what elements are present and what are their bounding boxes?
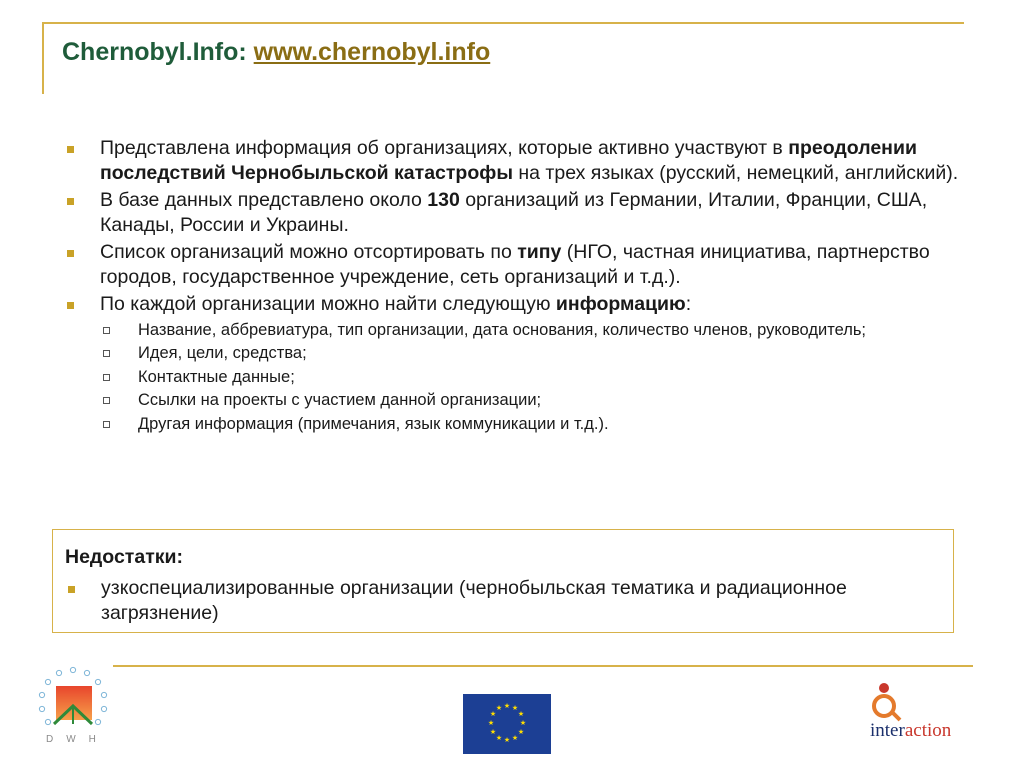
svg-text:★: ★ (511, 734, 519, 742)
square-bullet-icon (67, 250, 74, 257)
svg-text:★: ★ (495, 734, 503, 742)
square-bullet-icon (67, 198, 74, 205)
title-prefix: Chernobyl.Info: (62, 38, 254, 66)
sub-item: Контактные данные; (100, 368, 972, 388)
bullet-item: Представлена информация об организациях, которые активно участвуют в преодолении последствий Чернобыльской катастрофы на трех языках (русский, немецкий, английский). (62, 136, 972, 185)
svg-text:★: ★ (489, 710, 497, 718)
svg-text:★: ★ (511, 704, 519, 712)
hollow-square-bullet-icon (103, 421, 110, 428)
drawbacks-item: узкоспециализированные организации (чернобыльская тематика и радиационное загрязнение) (101, 577, 847, 624)
svg-text:★: ★ (517, 710, 525, 718)
bullet-item: По каждой организации можно найти следующую информацию: Название, аббревиатура, тип организации, дата основания, количество членов, руководитель; Идея, цели, средства; Контактные данные; Ссылки на проекты с участием данной организации; Другая информация (примечания, язык коммуникации и т.д.). (62, 292, 972, 434)
main-bullet-list (62, 136, 972, 438)
page-title (62, 38, 490, 67)
svg-text:★: ★ (519, 719, 527, 727)
svg-text:★: ★ (503, 702, 511, 710)
hollow-square-bullet-icon (103, 327, 110, 334)
square-bullet-icon (68, 586, 75, 593)
bullet-item: Список организаций можно отсортировать по типу (НГО, частная инициатива, партнерство городов, государственное учреждение, сеть организаций и т.д.). (62, 240, 972, 289)
dwh-label: DWH (46, 734, 109, 745)
footer-divider (113, 665, 973, 667)
svg-text:★: ★ (487, 719, 495, 727)
eu-flag-icon (463, 694, 551, 754)
square-bullet-icon (67, 146, 74, 153)
svg-text:★: ★ (489, 728, 497, 736)
hollow-square-bullet-icon (103, 397, 110, 404)
svg-text:★: ★ (517, 728, 525, 736)
square-bullet-icon (67, 302, 74, 309)
sub-item: Ссылки на проекты с участием данной организации; (100, 391, 972, 411)
sub-bullet-list (100, 321, 972, 435)
frame-top-line (42, 22, 964, 24)
bullet-item: В базе данных представлено около 130 организаций из Германии, Италии, Франции, США, Канады, России и Украины. (62, 188, 972, 237)
interaction-wordmark: interaction (870, 720, 952, 741)
hollow-square-bullet-icon (103, 374, 110, 381)
svg-text:★: ★ (503, 736, 511, 744)
drawbacks-title: Недостатки: (65, 546, 183, 568)
sub-item: Название, аббревиатура, тип организации, дата основания, количество членов, руководитель; (100, 321, 972, 341)
sub-item: Другая информация (примечания, язык коммуникации и т.д.). (100, 415, 972, 435)
frame-left-line (42, 22, 44, 94)
website-link[interactable]: www.chernobyl.info (253, 38, 491, 66)
hollow-square-bullet-icon (103, 350, 110, 357)
sub-item: Идея, цели, средства; (100, 344, 972, 364)
svg-text:★: ★ (495, 704, 503, 712)
drawbacks-box (52, 529, 954, 633)
